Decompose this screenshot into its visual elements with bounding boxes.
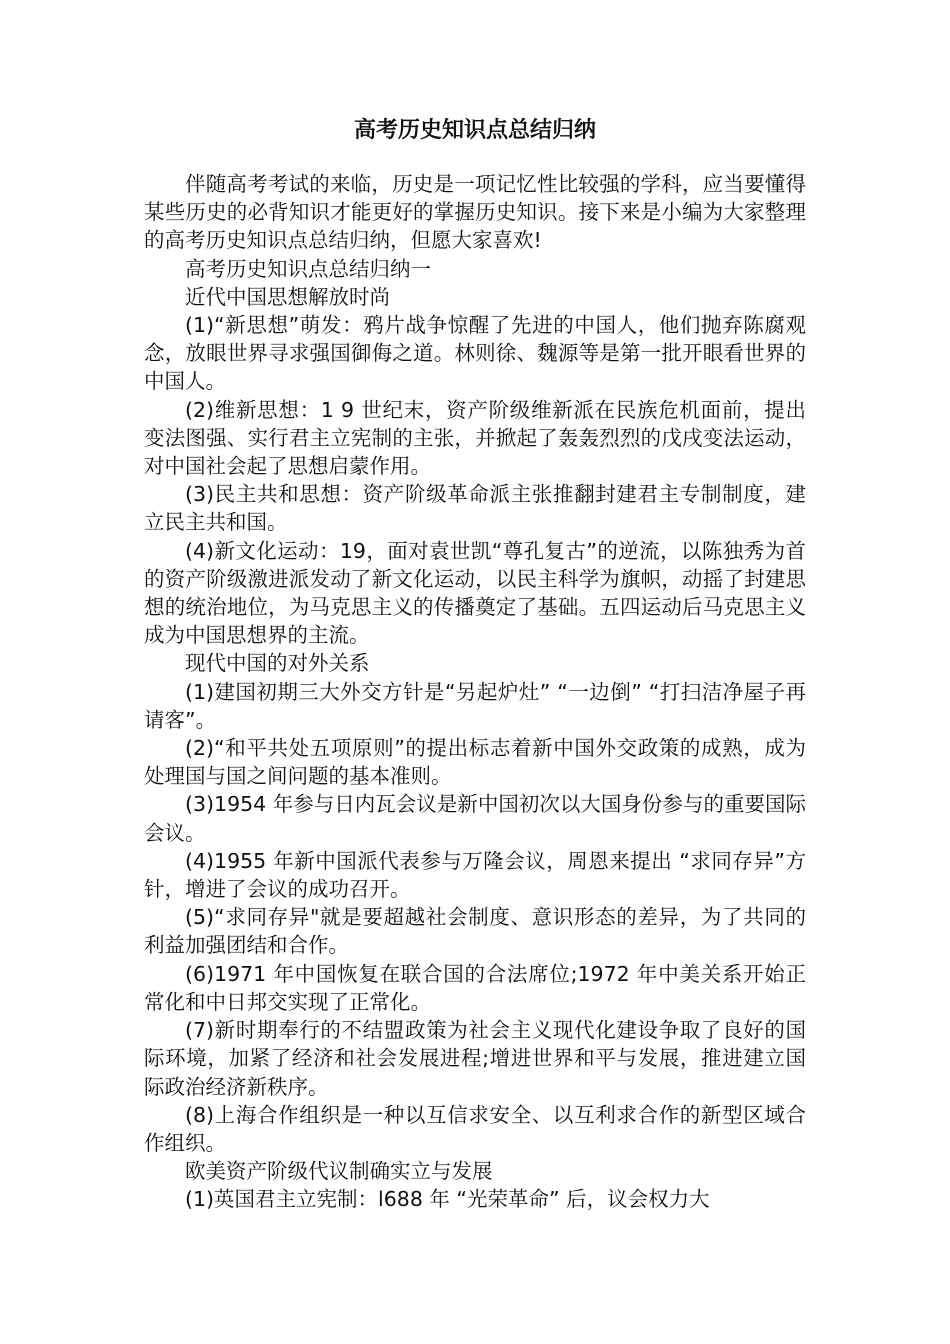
subsection-heading: 现代中国的对外关系 xyxy=(185,651,370,676)
document-title: 高考历史知识点总结归纳 xyxy=(353,118,596,143)
document-body xyxy=(144,170,806,1214)
paragraph: (2)维新思想：1 9 世纪末，资产阶级维新派在民族危机面前，提出变法图强、实行君主立宪制的主张，并掀起了轰轰烈烈的戊戌变法运动，对中国社会起了思想启蒙作用。 xyxy=(144,397,806,479)
paragraph: (3)民主共和思想：资产阶级革命派主张推翻封建君主专制制度，建立民主共和国。 xyxy=(144,482,806,535)
subsection-heading: 近代中国思想解放时尚 xyxy=(185,284,390,309)
paragraph: (4)1955 年新中国派代表参与万隆会议，周恩来提出 “求同存异”方针，增进了会议的成功召开。 xyxy=(144,848,806,902)
subsection-heading: 欧美资产阶级代议制确实立与发展 xyxy=(185,1159,493,1184)
paragraph: (5)“求同存异"就是要超越社会制度、意识形态的差异，为了共同的利益加强团结和合作。 xyxy=(144,905,806,958)
paragraph: (6)1971 年中国恢复在联合国的合法席位;1972 年中美关系开始正常化和中日邦交实现了正常化。 xyxy=(144,961,806,1014)
intro-paragraph: 伴随高考考试的来临，历史是一项记忆性比较强的学科，应当要懂得某些历史的必背知识才能更好的掌握历史知识。接下来是小编为大家整理的高考历史知识点总结归纳，但愿大家喜欢! xyxy=(144,172,806,253)
paragraph: (1)建国初期三大外交方针是“另起炉灶” “一边倒” “打扫洁净屋子再请客”。 xyxy=(144,679,806,732)
paragraph: (2)“和平共处五项原则”的提出标志着新中国外交政策的成熟，成为处理国与国之间问题的基本准则。 xyxy=(144,736,806,789)
paragraph: (1)“新思想”萌发：鸦片战争惊醒了先进的中国人，他们抛弃陈腐观念，放眼世界寻求强国御侮之道。林则徐、魏源等是第一批开眼看世界的中国人。 xyxy=(144,313,806,394)
paragraph: (3)1954 年参与日内瓦会议是新中国初次以大国身份参与的重要国际会议。 xyxy=(144,792,806,845)
paragraph: (7)新时期奉行的不结盟政策为社会主义现代化建设争取了良好的国际环境，加紧了经济和社会发展进程;增进世界和平与发展，推进建立国际政治经济新秩序。 xyxy=(144,1018,806,1099)
paragraph: (1)英国君主立宪制：l688 年 “光荣革命” 后，议会权力大 xyxy=(185,1187,710,1212)
section-heading: 高考历史知识点总结归纳一 xyxy=(185,256,431,281)
paragraph: (4)新文化运动：19，面对袁世凯“尊孔复古”的逆流，以陈独秀为首的资产阶级激进派发动了新文化运动，以民主科学为旗帜，动摇了封建思想的统治地位，为马克思主义的传播奠定了基础。五四运动后马克思主义成为中国思想界的主流。 xyxy=(144,538,806,648)
paragraph: (8)上海合作组织是一种以互信求安全、以互利求合作的新型区域合作组织。 xyxy=(144,1102,806,1155)
